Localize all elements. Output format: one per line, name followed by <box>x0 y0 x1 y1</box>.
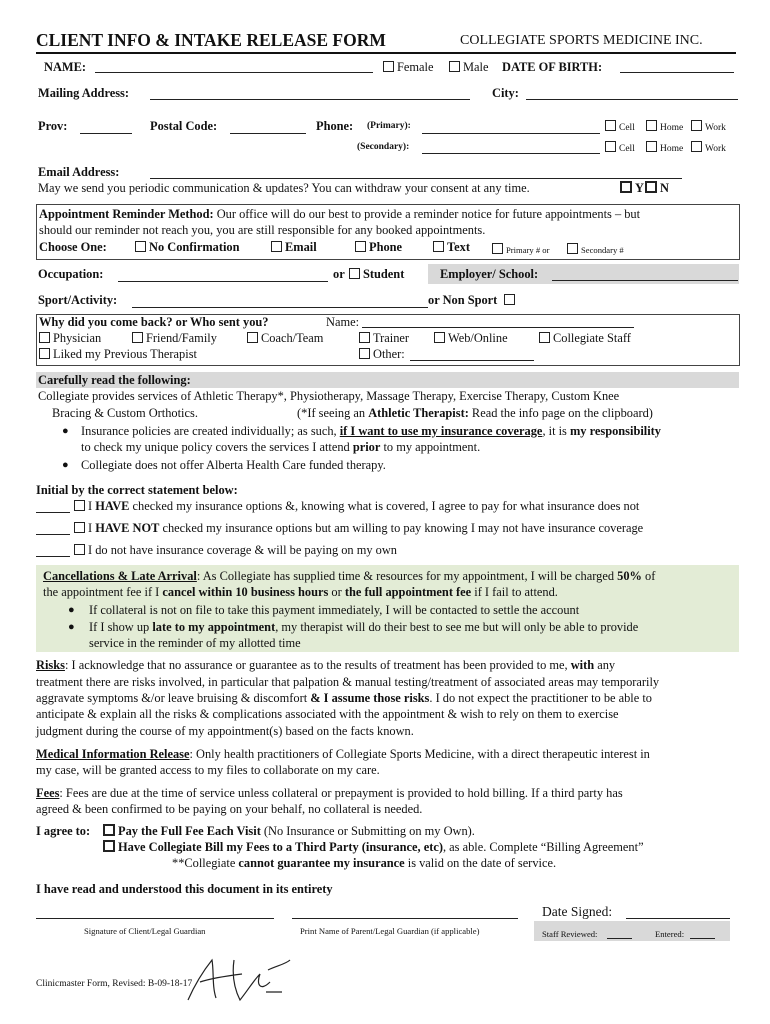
sport-label: Sport/Activity: <box>38 293 118 307</box>
occupation-label: Occupation: <box>38 267 104 281</box>
friend-family-checkbox[interactable] <box>132 332 143 343</box>
text-checkbox[interactable] <box>433 241 444 252</box>
bullet-icon: ● <box>68 621 75 633</box>
email-checkbox[interactable] <box>271 241 282 252</box>
city-label: City: <box>492 86 519 100</box>
trainer-checkbox[interactable] <box>359 332 370 343</box>
prov-label: Prov: <box>38 119 68 133</box>
occupation-field[interactable] <box>118 269 328 282</box>
staff-reviewed-field[interactable] <box>607 928 632 939</box>
read-bullet1: Insurance policies are created individually; as such, if I want to use my insurance coverage, it is my responsibility <box>81 424 661 438</box>
reminder-line1: Appointment Reminder Method: Our office will do our best to provide a reminder notice for future appointments – but <box>39 207 641 221</box>
consent-no-option[interactable]: N <box>645 181 669 196</box>
reminder-option-no-confirmation[interactable]: No Confirmation <box>135 240 240 255</box>
text-primary-option[interactable]: Primary # or <box>492 243 549 255</box>
medical-line1: Medical Information Release: Only health practitioners of Collegiate Sports Medicine, with a direct therapeutic interest in <box>36 747 650 761</box>
male-checkbox[interactable] <box>449 61 460 72</box>
fees-line1: Fees: Fees are due at the time of service unless collateral or prepayment is provided to hold billing. If a third party has <box>36 786 623 800</box>
name-label: NAME: <box>44 60 86 74</box>
reminder-option-phone[interactable]: Phone <box>355 240 402 255</box>
signature-field[interactable] <box>36 906 274 919</box>
no-confirmation-checkbox[interactable] <box>135 241 146 252</box>
agree-option-third-party[interactable]: Have Collegiate Bill my Fees to a Third Party (insurance, etc), as able. Complete “Billing Agreement” <box>103 840 644 855</box>
medical-line2: my case, will be granted access to my files to collaborate on my care. <box>36 763 380 777</box>
secondary-work-checkbox[interactable] <box>691 141 702 152</box>
email-field[interactable] <box>150 166 682 179</box>
male-option[interactable]: Male <box>449 60 488 75</box>
read-line2: Bracing & Custom Orthotics. <box>52 406 198 420</box>
mailing-label: Mailing Address: <box>38 86 129 100</box>
read-line1: Collegiate provides services of Athletic Therapy*, Physiotherapy, Massage Therapy, Exercise Therapy, Custom Knee <box>38 389 620 403</box>
referral-name-field[interactable] <box>362 315 634 328</box>
bullet-icon: ● <box>68 604 75 616</box>
secondary-home-checkbox[interactable] <box>646 141 657 152</box>
risks-line2: treatment there are risks involved, in particular that palpation & manual testing/treatment of associated areas may temporarily <box>36 675 660 689</box>
previous-therapist-checkbox[interactable] <box>39 348 50 359</box>
text-primary-checkbox[interactable] <box>492 243 503 254</box>
physician-checkbox[interactable] <box>39 332 50 343</box>
email-label: Email Address: <box>38 165 120 179</box>
secondary-cell-checkbox[interactable] <box>605 141 616 152</box>
referral-previous-therapist[interactable]: Liked my Previous Therapist <box>39 347 197 362</box>
referral-other-field[interactable] <box>410 348 534 361</box>
web-online-checkbox[interactable] <box>434 332 445 343</box>
reminder-line2: should our reminder not reach you, you are still responsible for any booked appointments. <box>39 223 486 237</box>
phone-checkbox[interactable] <box>355 241 366 252</box>
header-rule <box>36 52 736 54</box>
student-option[interactable]: Student <box>349 267 404 282</box>
text-secondary-option[interactable]: Secondary # <box>567 243 624 255</box>
reminder-choose-label: Choose One: <box>39 240 107 254</box>
agree-note: **Collegiate cannot guarantee my insurance is valid on the date of service. <box>172 856 557 870</box>
read-bullet1-line2: to check my unique policy covers the services I attend prior to my appointment. <box>81 440 481 454</box>
name-field[interactable] <box>95 60 373 73</box>
form-revision: Clinicmaster Form, Revised: B-09-18-17 <box>36 979 193 989</box>
initial-option-2: I HAVE NOT checked my insurance options but am willing to pay knowing I may not have insurance coverage <box>74 521 643 536</box>
risks-line5: judgment during the course of my appointment(s) based on the facts known. <box>36 724 414 738</box>
primary-work-checkbox[interactable] <box>691 120 702 131</box>
primary-label: (Primary): <box>367 121 411 131</box>
sport-field[interactable] <box>132 295 428 308</box>
bullet-icon: ● <box>62 459 69 471</box>
secondary-label: (Secondary): <box>357 142 410 152</box>
read-bullet2: Collegiate does not offer Alberta Health Care funded therapy. <box>81 458 386 472</box>
initial-option-3: I do not have insurance coverage & will be paying on my own <box>74 543 397 558</box>
initial-field-1[interactable] <box>36 500 70 513</box>
postal-label: Postal Code: <box>150 119 218 133</box>
referral-coach-team[interactable]: Coach/Team <box>247 331 323 346</box>
secondary-work-option[interactable]: Work <box>691 141 726 154</box>
fees-line2: agreed & been confirmed to be paying on your behalf, no collateral is needed. <box>36 802 423 816</box>
initial-checkbox-1[interactable] <box>74 500 85 511</box>
third-party-checkbox[interactable] <box>103 840 115 852</box>
referral-collegiate-staff[interactable]: Collegiate Staff <box>539 331 631 346</box>
risks-line1: Risks: I acknowledge that no assurance or guarantee as to the results of treatment has been provided to me, with any <box>36 658 616 672</box>
referral-other[interactable]: Other: <box>359 347 405 362</box>
non-sport-checkbox[interactable] <box>504 294 515 305</box>
primary-cell-checkbox[interactable] <box>605 120 616 131</box>
signature-label: Signature of Client/Legal Guardian <box>84 926 206 936</box>
occupation-or: or <box>333 267 345 281</box>
collegiate-staff-checkbox[interactable] <box>539 332 550 343</box>
consent-question: May we send you periodic communication & updates? You can withdraw your consent at any time. <box>38 181 530 195</box>
referral-web-online[interactable]: Web/Online <box>434 331 508 346</box>
initial-option-1: I HAVE checked my insurance options &, knowing what is covered, I agree to pay for what insurance does not <box>74 499 639 514</box>
referral-name-label: Name: <box>326 315 360 329</box>
referral-question: Why did you come back? or Who sent you? <box>39 315 269 329</box>
coach-team-checkbox[interactable] <box>247 332 258 343</box>
prov-field[interactable] <box>80 121 132 134</box>
agree-option-full-fee[interactable]: Pay the Full Fee Each Visit (No Insurance or Submitting on my Own). <box>103 824 475 839</box>
primary-home-option[interactable]: Home <box>646 120 683 133</box>
agree-label: I agree to: <box>36 824 91 838</box>
secondary-cell-option[interactable]: Cell <box>605 141 635 154</box>
primary-phone-field[interactable] <box>422 121 600 134</box>
cancel-bullet2-line2: service in the reminder of my allotted time <box>89 636 301 650</box>
print-name-label: Print Name of Parent/Legal Guardian (if applicable) <box>300 926 480 936</box>
text-secondary-checkbox[interactable] <box>567 243 578 254</box>
referral-friend-family[interactable]: Friend/Family <box>132 331 217 346</box>
female-checkbox[interactable] <box>383 61 394 72</box>
consent-yes-checkbox[interactable] <box>620 181 632 193</box>
other-checkbox[interactable] <box>359 348 370 359</box>
student-checkbox[interactable] <box>349 268 360 279</box>
date-signed-field[interactable] <box>626 906 730 919</box>
postal-field[interactable] <box>230 121 306 134</box>
print-name-field[interactable] <box>292 906 518 919</box>
full-fee-checkbox[interactable] <box>103 824 115 836</box>
bullet-icon: ● <box>62 425 69 437</box>
phone-label: Phone: <box>316 119 354 133</box>
referral-physician[interactable]: Physician <box>39 331 101 346</box>
secondary-home-option[interactable]: Home <box>646 141 683 154</box>
dob-field[interactable] <box>620 60 734 73</box>
consent-no-checkbox[interactable] <box>645 181 657 193</box>
entered-label: Entered: <box>655 929 685 939</box>
company-name: COLLEGIATE SPORTS MEDICINE INC. <box>460 33 703 48</box>
cancel-line2: the appointment fee if I cancel within 10 business hours or the full appointment fee if I fail to attend. <box>43 585 558 599</box>
secondary-phone-field[interactable] <box>422 141 600 154</box>
mailing-field[interactable] <box>150 87 470 100</box>
entered-field[interactable] <box>690 928 715 939</box>
referral-trainer[interactable]: Trainer <box>359 331 409 346</box>
initial-checkbox-3[interactable] <box>74 544 85 555</box>
form-title: CLIENT INFO & INTAKE RELEASE FORM <box>36 30 386 50</box>
read-note: (*If seeing an Athletic Therapist: Read the info page on the clipboard) <box>297 406 653 420</box>
employer-field[interactable] <box>552 268 738 281</box>
city-field[interactable] <box>526 87 738 100</box>
reminder-option-text[interactable]: Text <box>433 240 470 255</box>
signature-mark-icon <box>182 952 294 1007</box>
primary-work-option[interactable]: Work <box>691 120 726 133</box>
employer-label: Employer/ School: <box>440 267 539 281</box>
initial-checkbox-2[interactable] <box>74 522 85 533</box>
primary-cell-option[interactable]: Cell <box>605 120 635 133</box>
non-sport-option[interactable]: or Non Sport <box>428 293 518 308</box>
initial-field-3[interactable] <box>36 544 70 557</box>
cancel-bullet2: If I show up late to my appointment, my therapist will do their best to see me but will only be able to provide <box>89 620 639 634</box>
staff-reviewed-label: Staff Reviewed: <box>542 929 598 939</box>
initial-field-2[interactable] <box>36 522 70 535</box>
risks-line3: aggravate symptoms &/or leave bruising & discomfort & I assume those risks. I do not expect the practitioner to be able to <box>36 691 652 705</box>
cancel-bullet1: If collateral is not on file to take this payment immediately, I will be contacted to settle the account <box>89 603 580 617</box>
date-signed-label: Date Signed: <box>542 904 613 919</box>
consent-yes-option[interactable]: Y <box>620 181 644 196</box>
initial-heading: Initial by the correct statement below: <box>36 483 238 497</box>
female-option[interactable]: Female <box>383 60 433 75</box>
read-heading: Carefully read the following: <box>38 373 191 387</box>
cancel-line1: Cancellations & Late Arrival: As Collegiate has supplied time & resources for my appointment, I will be charged 50% of <box>43 569 656 583</box>
read-statement: I have read and understood this document in its entirety <box>36 882 333 896</box>
risks-line4: anticipate & explain all the risks & complications associated with the appointment & wish to rely on them to exercise <box>36 707 619 721</box>
reminder-option-email[interactable]: Email <box>271 240 317 255</box>
primary-home-checkbox[interactable] <box>646 120 657 131</box>
dob-label: DATE OF BIRTH: <box>502 60 603 74</box>
